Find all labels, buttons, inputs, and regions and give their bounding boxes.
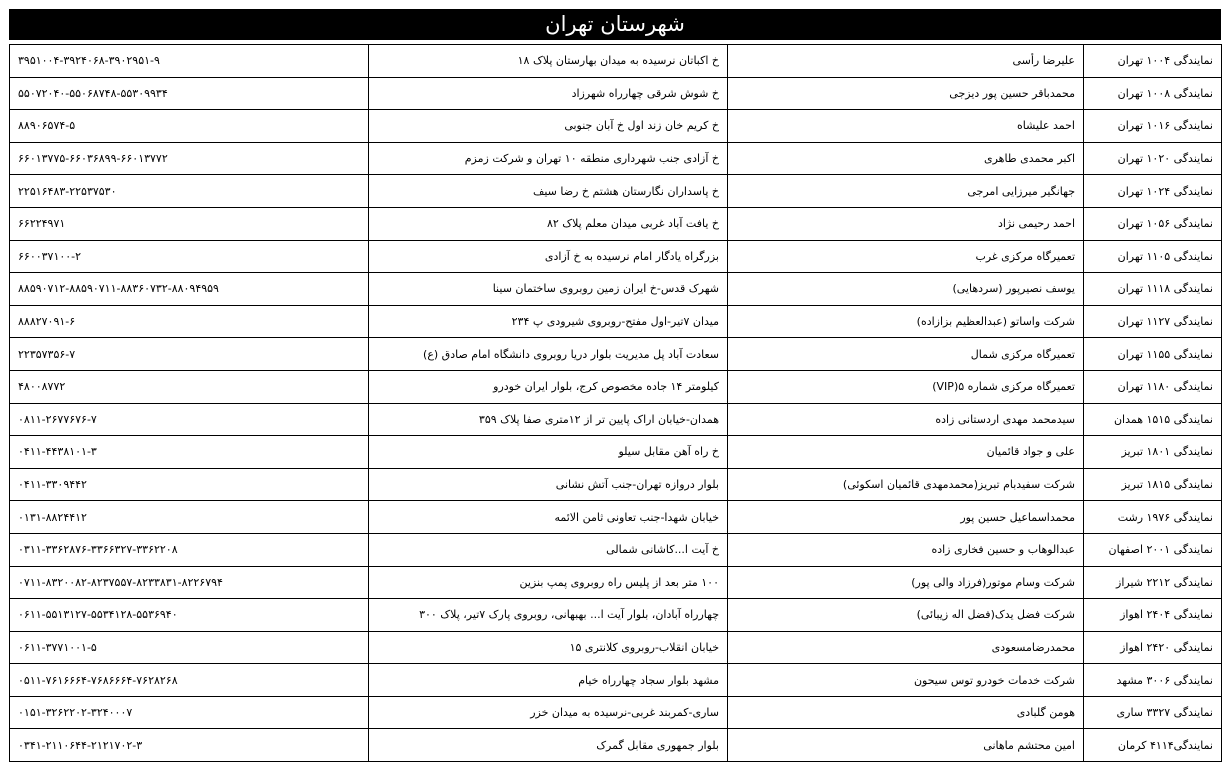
representative-name-cell: امین محتشم ماهانی [728,729,1084,762]
address-cell: خیابان شهدا-جنب تعاونی ثامن الائمه [369,501,728,534]
address-cell: بلوار جمهوری مقابل گمرک [369,729,728,762]
table-row [10,77,1222,110]
table-row [10,599,1222,632]
table-row [10,436,1222,469]
address-cell: خ کریم خان زند اول خ آبان جنوبی [369,110,728,143]
representative-name-cell: اکبر محمدی طاهری [728,142,1084,175]
phone-cell: ۰۸۱۱-۲۶۷۷۶۷۶-۷ [10,403,369,436]
address-cell: ۱۰۰ متر بعد از پلیس راه روبروی پمپ بنزین [369,566,728,599]
phone-cell: ۰۳۴۱-۲۱۱۰۶۴۴-۲۱۲۱۷۰۲-۳ [10,729,369,762]
table-row [10,370,1222,403]
phone-cell: ۲۲۳۵۷۳۵۶-۷ [10,338,369,371]
table-row [10,696,1222,729]
branch-cell: نمایندگی ۱۱۵۵ تهران [1084,338,1222,371]
table-row [10,273,1222,306]
phone-cell: ۶۶۰۱۳۷۷۵-۶۶۰۳۶۸۹۹-۶۶۰۱۳۷۷۲ [10,142,369,175]
table-row [10,240,1222,273]
phone-cell: ۳۹۵۱۰۰۴-۳۹۲۴۰۶۸-۳۹۰۲۹۵۱-۹ [10,45,369,78]
table-row [10,110,1222,143]
branch-cell: نمایندگی ۱۰۵۶ تهران [1084,207,1222,240]
table-row [10,631,1222,664]
branch-cell: نمایندگی ۱۰۲۰ تهران [1084,142,1222,175]
branch-cell: نمایندگی ۲۰۰۱ اصفهان [1084,533,1222,566]
table-row [10,305,1222,338]
address-cell: سعادت آباد پل مدیریت بلوار دریا روبروی دانشگاه امام صادق (ع) [369,338,728,371]
representative-name-cell: شرکت واساتو (عبدالعظیم بزازاده) [728,305,1084,338]
address-cell: خ شوش شرقی چهارراه شهرزاد [369,77,728,110]
branch-cell: نمایندگی ۲۴۲۰ اهواز [1084,631,1222,664]
representative-name-cell: عبدالوهاب و حسین فخاری زاده [728,533,1084,566]
representative-name-cell: تعمیرگاه مرکزی شماره ۵(VIP) [728,370,1084,403]
table-body [10,45,1222,762]
branch-cell: نمایندگی ۱۰۲۴ تهران [1084,175,1222,208]
branch-cell: نمایندگی ۱۱۸۰ تهران [1084,370,1222,403]
address-cell: خ یافت آباد غربی میدان معلم پلاک ۸۲ [369,207,728,240]
branch-cell: نمایندگی ۱۹۷۶ رشت [1084,501,1222,534]
phone-cell: ۰۳۱۱-۳۳۶۲۸۷۶-۳۳۶۶۳۲۷-۳۳۶۲۲۰۸ [10,533,369,566]
branch-cell: نمایندگی۴۱۱۴ کرمان [1084,729,1222,762]
branch-cell: نمایندگی ۱۱۰۵ تهران [1084,240,1222,273]
phone-cell: ۲۲۵۱۶۴۸۳-۲۲۵۳۷۵۳۰ [10,175,369,208]
address-cell: خیابان انقلاب-روبروی کلانتری ۱۵ [369,631,728,664]
branch-cell: نمایندگی ۳۳۲۷ ساری [1084,696,1222,729]
address-cell: خ راه آهن مقابل سیلو [369,436,728,469]
phone-cell: ۰۵۱۱-۷۶۱۶۶۶۴-۷۶۸۶۶۶۴-۷۶۲۸۲۶۸ [10,664,369,697]
address-cell: خ اکباتان نرسیده به میدان بهارستان پلاک ۱۸ [369,45,728,78]
address-cell: چهارراه آبادان، بلوار آیت ا... بهبهانی، روبروی پارک ۷تیر، پلاک ۳۰۰ [369,599,728,632]
representative-name-cell: علی و جواد قائمیان [728,436,1084,469]
branch-cell: نمایندگی ۱۱۲۷ تهران [1084,305,1222,338]
representative-name-cell: شرکت وسام موتور(فرزاد والی پور) [728,566,1084,599]
table-row [10,207,1222,240]
representative-name-cell: سیدمحمد مهدی اردستانی زاده [728,403,1084,436]
address-cell: بزرگراه یادگار امام نرسیده به خ آزادی [369,240,728,273]
phone-cell: ۰۶۱۱-۵۵۱۳۱۲۷-۵۵۳۴۱۲۸-۵۵۳۶۹۴۰ [10,599,369,632]
address-cell: خ پاسداران نگارستان هشتم خ رضا سیف [369,175,728,208]
phone-cell: ۸۸۸۲۷۰۹۱-۶ [10,305,369,338]
phone-cell: ۶۶۰۰۳۷۱۰۰-۲ [10,240,369,273]
phone-cell: ۰۶۱۱-۳۷۷۱۰۰۱-۵ [10,631,369,664]
branch-cell: نمایندگی ۱۱۱۸ تهران [1084,273,1222,306]
phone-cell: ۰۷۱۱-۸۳۲۰۰۸۲-۸۲۳۷۵۵۷-۸۲۳۳۸۳۱-۸۲۲۶۷۹۴ [10,566,369,599]
representative-name-cell: علیرضا رأسی [728,45,1084,78]
phone-cell: ۰۱۵۱-۳۲۶۲۲۰۲-۳۲۴۰۰۰۷ [10,696,369,729]
branch-cell: نمایندگی ۱۸۱۵ تبریز [1084,468,1222,501]
address-cell: میدان ۷تیر-اول مفتح-روبروی شیرودی پ ۲۳۴ [369,305,728,338]
phone-cell: ۵۵۰۷۲۰۴۰-۵۵۰۶۸۷۴۸-۵۵۳۰۹۹۳۴ [10,77,369,110]
table-row [10,142,1222,175]
representative-name-cell: احمد رحیمی نژاد [728,207,1084,240]
table-row [10,729,1222,762]
representative-name-cell: شرکت خدمات خودرو توس سیحون [728,664,1084,697]
representative-name-cell: تعمیرگاه مرکزی شمال [728,338,1084,371]
address-cell: ساری-کمربند غربی-نرسیده به میدان خزر [369,696,728,729]
phone-cell: ۰۱۳۱-۸۸۲۴۴۱۲ [10,501,369,534]
phone-cell: ۰۴۱۱-۴۴۳۸۱۰۱-۳ [10,436,369,469]
branch-cell: نمایندگی ۲۴۰۴ اهواز [1084,599,1222,632]
address-cell: خ آزادی جنب شهرداری منطقه ۱۰ تهران و شرکت زمزم [369,142,728,175]
representative-name-cell: یوسف نصیرپور (سردهایی) [728,273,1084,306]
address-cell: خ آیت ا...کاشانی شمالی [369,533,728,566]
address-cell: مشهد بلوار سجاد چهارراه خیام [369,664,728,697]
branch-cell: نمایندگی ۲۲۱۲ شیراز [1084,566,1222,599]
table-row [10,566,1222,599]
branch-cell: نمایندگی ۱۵۱۵ همدان [1084,403,1222,436]
table-row [10,338,1222,371]
representative-name-cell: محمدرضامسعودی [728,631,1084,664]
representative-name-cell: جهانگیر میرزایی امرجی [728,175,1084,208]
branch-cell: نمایندگی ۱۰۰۸ تهران [1084,77,1222,110]
branch-cell: نمایندگی ۱۸۰۱ تبریز [1084,436,1222,469]
address-cell: همدان-خیابان اراک پایین تر از ۱۲متری صفا پلاک ۳۵۹ [369,403,728,436]
table-row [10,468,1222,501]
table-row [10,403,1222,436]
phone-cell: ۸۸۹۰۶۵۷۴-۵ [10,110,369,143]
phone-cell: ۰۴۱۱-۳۳۰۹۴۴۲ [10,468,369,501]
representative-name-cell: محمدباقر حسین پور دیزجی [728,77,1084,110]
table-row [10,664,1222,697]
table-row [10,501,1222,534]
representative-name-cell: شرکت سفیدبام تبریز(محمدمهدی قائمیان اسکوئی) [728,468,1084,501]
address-cell: بلوار دروازه تهران-جنب آتش نشانی [369,468,728,501]
branch-cell: نمایندگی ۱۰۰۴ تهران [1084,45,1222,78]
page-title: شهرستان تهران [9,9,1221,40]
representative-name-cell: شرکت فضل یدک(فضل اله زیبائی) [728,599,1084,632]
branch-cell: نمایندگی ۳۰۰۶ مشهد [1084,664,1222,697]
table-row [10,45,1222,78]
address-cell: کیلومتر ۱۴ جاده مخصوص کرج، بلوار ایران خودرو [369,370,728,403]
phone-cell: ۴۸۰۰۸۷۷۲ [10,370,369,403]
table-row [10,533,1222,566]
representative-name-cell: محمداسماعیل حسین پور [728,501,1084,534]
representatives-table [9,44,1222,762]
address-cell: شهرک قدس-خ ایران زمین روبروی ساختمان سینا [369,273,728,306]
phone-cell: ۸۸۵۹۰۷۱۲-۸۸۵۹۰۷۱۱-۸۸۳۶۰۷۳۲-۸۸۰۹۴۹۵۹ [10,273,369,306]
branch-cell: نمایندگی ۱۰۱۶ تهران [1084,110,1222,143]
representative-name-cell: احمد علیشاه [728,110,1084,143]
representative-name-cell: تعمیرگاه مرکزی غرب [728,240,1084,273]
phone-cell: ۶۶۲۲۴۹۷۱ [10,207,369,240]
table-row [10,175,1222,208]
representative-name-cell: هومن گلبادی [728,696,1084,729]
